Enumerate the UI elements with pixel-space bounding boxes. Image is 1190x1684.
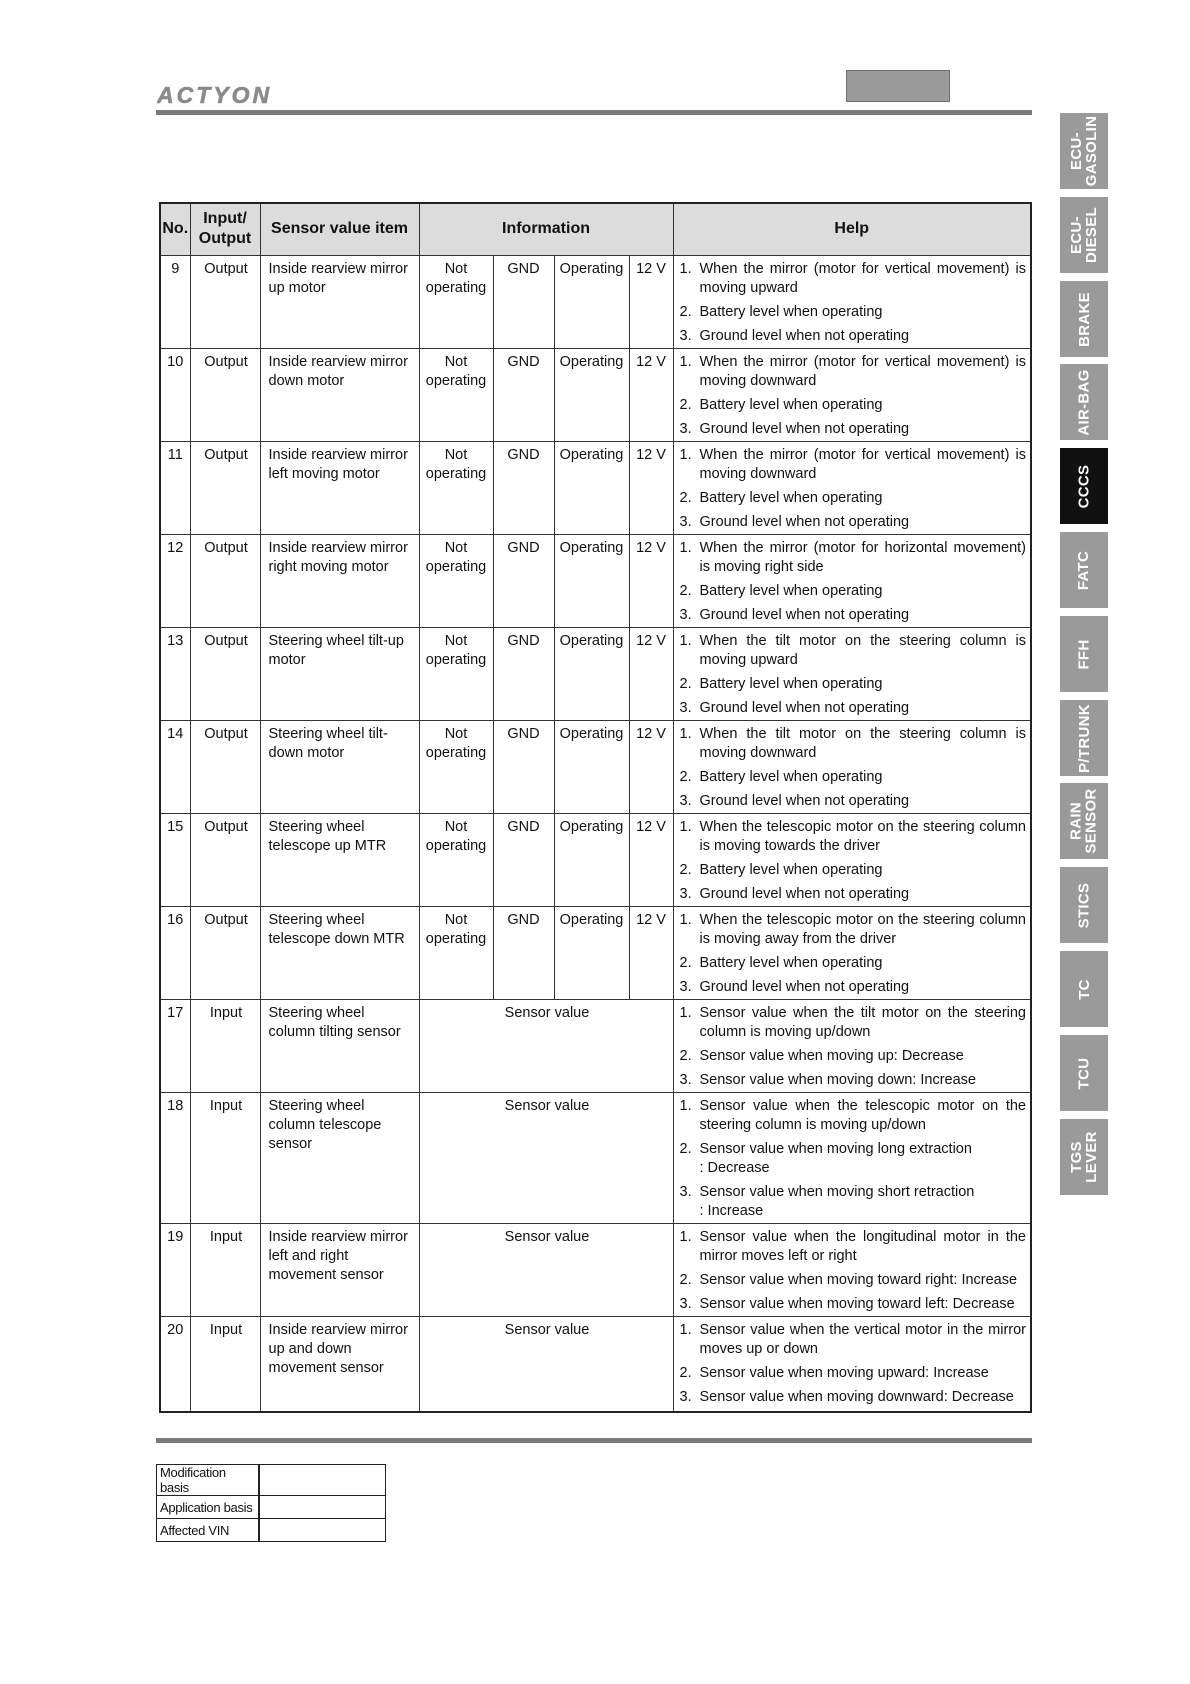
table-row: [160, 348, 1031, 441]
help-item-text: Ground level when not operating: [699, 978, 910, 995]
revision-row: [157, 1465, 386, 1496]
help-item-text: Sensor value when moving upward: Increase: [699, 1364, 989, 1381]
help-item: [680, 353, 1027, 391]
help-item-number: 2.: [679, 396, 692, 413]
row-input-output: Input: [190, 1223, 260, 1316]
row-input-output: Output: [190, 627, 260, 720]
help-list: [680, 911, 1027, 997]
help-item-text: Ground level when not operating: [699, 792, 910, 809]
help-item-number: 1.: [679, 1321, 692, 1338]
revision-row: [157, 1496, 386, 1519]
help-item: [680, 1004, 1027, 1042]
help-item-text: Ground level when not operating: [699, 606, 910, 623]
info-level-on: 12 V: [629, 627, 673, 720]
help-item-number: 3.: [679, 513, 692, 530]
help-item-number: 3.: [679, 699, 692, 716]
row-number: 16: [160, 906, 190, 999]
row-number: 17: [160, 999, 190, 1092]
tab-p-trunk[interactable]: [1060, 700, 1108, 776]
info-state-off: Not operating: [419, 441, 493, 534]
help-item: [680, 327, 1027, 346]
info-state-off: Not operating: [419, 906, 493, 999]
help-list: [680, 1228, 1027, 1314]
row-input-output: Input: [190, 1316, 260, 1412]
help-item-text: Sensor value when the vertical motor in the mirror moves up or down: [699, 1321, 1026, 1357]
help-item-number: 2.: [679, 1140, 692, 1157]
help-item: [680, 446, 1027, 484]
row-sensor-item: Inside rearview mirror down motor: [260, 348, 419, 441]
help-item-text: When the tilt motor on the steering column is moving downward: [699, 725, 1026, 761]
header-help: Help: [673, 203, 1031, 255]
table-row: [160, 1223, 1031, 1316]
info-level-on: 12 V: [629, 441, 673, 534]
row-sensor-item: Inside rearview mirror left moving motor: [260, 441, 419, 534]
row-help: [673, 627, 1031, 720]
tab-label: TC: [1075, 978, 1093, 1000]
row-input-output: Input: [190, 1092, 260, 1223]
table-row: [160, 1092, 1031, 1223]
row-input-output: Output: [190, 813, 260, 906]
row-number: 12: [160, 534, 190, 627]
header-input-output: Input/ Output: [190, 203, 260, 255]
help-item: [680, 861, 1027, 880]
help-item-number: 1.: [679, 539, 692, 556]
help-item: [680, 303, 1027, 322]
help-item-text: When the mirror (motor for vertical movement) is moving downward: [699, 353, 1026, 389]
info-state-on: Operating: [554, 813, 629, 906]
help-item-number: 2.: [679, 861, 692, 878]
table-row: [160, 255, 1031, 348]
help-item: [680, 768, 1027, 787]
revision-value: [259, 1496, 386, 1519]
tab-label: TGS LEVER: [1068, 1131, 1101, 1183]
help-item-text: Ground level when not operating: [699, 327, 910, 344]
help-item-text: Battery level when operating: [699, 768, 883, 785]
tab-tgs-lever[interactable]: [1060, 1119, 1108, 1195]
tab-label: TCU: [1075, 1057, 1093, 1089]
row-sensor-item: Steering wheel tilt-down motor: [260, 720, 419, 813]
table-row: [160, 999, 1031, 1092]
help-item: [680, 1140, 1027, 1178]
row-help: [673, 534, 1031, 627]
help-item: [680, 818, 1027, 856]
header-rule: [156, 110, 1032, 115]
help-item-number: 1.: [679, 1097, 692, 1114]
info-level-off: GND: [493, 441, 554, 534]
help-item-text: Battery level when operating: [699, 396, 883, 413]
help-item-number: 1.: [679, 353, 692, 370]
help-item: [680, 606, 1027, 625]
help-item-number: 1.: [679, 1004, 692, 1021]
help-item-text: Ground level when not operating: [699, 885, 910, 902]
help-item-number: 3.: [679, 327, 692, 344]
header-no: No.: [160, 203, 190, 255]
revision-label: Affected VIN: [157, 1519, 259, 1542]
tab-label: ECU- GASOLIN: [1068, 115, 1100, 187]
help-item: [680, 911, 1027, 949]
row-sensor-value: Sensor value: [419, 1223, 673, 1316]
help-item-text: When the telescopic motor on the steering column is moving towards the driver: [699, 818, 1026, 854]
info-state-on: Operating: [554, 720, 629, 813]
tab-label: RAIN SENSOR: [1068, 788, 1100, 854]
help-list: [680, 260, 1027, 346]
row-number: 18: [160, 1092, 190, 1223]
help-item: [680, 885, 1027, 904]
info-level-off: GND: [493, 906, 554, 999]
row-number: 9: [160, 255, 190, 348]
info-state-on: Operating: [554, 906, 629, 999]
info-level-off: GND: [493, 627, 554, 720]
row-sensor-item: Inside rearview mirror right moving motor: [260, 534, 419, 627]
help-item-text: Sensor value when moving toward right: Increase: [699, 1271, 1018, 1288]
help-item-number: 2.: [679, 954, 692, 971]
info-state-on: Operating: [554, 627, 629, 720]
help-item-text: Sensor value when moving long extraction : Decrease: [699, 1140, 972, 1176]
tab-stics[interactable]: [1060, 867, 1108, 943]
info-state-off: Not operating: [419, 813, 493, 906]
table-row: [160, 720, 1031, 813]
help-item-text: Battery level when operating: [699, 954, 883, 971]
table-row: [160, 906, 1031, 999]
help-item: [680, 582, 1027, 601]
help-item-text: Sensor value when moving short retraction : Increase: [699, 1183, 975, 1219]
info-state-on: Operating: [554, 534, 629, 627]
tab-brake[interactable]: [1060, 281, 1108, 357]
info-level-on: 12 V: [629, 720, 673, 813]
help-item-number: 3.: [679, 792, 692, 809]
tab-ecu-diesel[interactable]: [1060, 197, 1108, 273]
info-level-on: 12 V: [629, 255, 673, 348]
help-item-number: 1.: [679, 911, 692, 928]
help-item: [680, 725, 1027, 763]
row-sensor-value: Sensor value: [419, 999, 673, 1092]
help-list: [680, 353, 1027, 439]
row-input-output: Output: [190, 441, 260, 534]
tab-label: ECU- DIESEL: [1068, 207, 1101, 263]
help-item-text: Ground level when not operating: [699, 513, 910, 530]
row-sensor-item: Steering wheel telescope up MTR: [260, 813, 419, 906]
tab-label: CCCS: [1075, 464, 1093, 508]
table-row: [160, 1316, 1031, 1412]
help-item-text: Battery level when operating: [699, 489, 883, 506]
help-item-text: Sensor value when moving up: Decrease: [699, 1047, 964, 1064]
help-list: [680, 1321, 1027, 1407]
row-input-output: Output: [190, 720, 260, 813]
info-level-off: GND: [493, 720, 554, 813]
help-item: [680, 675, 1027, 694]
brand-logo-art: [157, 84, 339, 106]
help-item-text: When the mirror (motor for vertical movement) is moving downward: [699, 446, 1026, 482]
help-item-number: 2.: [679, 489, 692, 506]
tab-cccs[interactable]: [1060, 448, 1108, 524]
help-item-number: 2.: [679, 1047, 692, 1064]
info-state-off: Not operating: [419, 255, 493, 348]
info-level-off: GND: [493, 534, 554, 627]
tab-rain-sensor[interactable]: [1060, 783, 1108, 859]
help-item-number: 3.: [679, 978, 692, 995]
help-item-number: 2.: [679, 1364, 692, 1381]
info-state-off: Not operating: [419, 720, 493, 813]
tab-fatc[interactable]: [1060, 532, 1108, 608]
help-list: [680, 632, 1027, 718]
help-item-text: Sensor value when moving down: Increase: [699, 1071, 976, 1088]
help-item-number: 3.: [679, 420, 692, 437]
tab-tc[interactable]: [1060, 951, 1108, 1027]
row-sensor-value: Sensor value: [419, 1092, 673, 1223]
help-item: [680, 1271, 1027, 1290]
help-list: [680, 446, 1027, 532]
header-information: Information: [419, 203, 673, 255]
help-item: [680, 1388, 1027, 1407]
help-item: [680, 513, 1027, 532]
row-number: 13: [160, 627, 190, 720]
help-item-number: 3.: [679, 1183, 692, 1200]
info-state-on: Operating: [554, 441, 629, 534]
help-item: [680, 954, 1027, 973]
help-list: [680, 818, 1027, 904]
help-item: [680, 420, 1027, 439]
help-item-text: Ground level when not operating: [699, 699, 910, 716]
help-list: [680, 1097, 1027, 1221]
footer-rule: [156, 1438, 1032, 1443]
info-level-on: 12 V: [629, 534, 673, 627]
row-sensor-value: Sensor value: [419, 1316, 673, 1412]
revision-value: [259, 1519, 386, 1542]
help-item: [680, 1321, 1027, 1359]
help-item-text: When the telescopic motor on the steering column is moving away from the driver: [699, 911, 1026, 947]
info-level-on: 12 V: [629, 813, 673, 906]
tab-label: P/TRUNK: [1075, 703, 1093, 773]
row-number: 20: [160, 1316, 190, 1412]
table-row: [160, 813, 1031, 906]
help-item-number: 1.: [679, 446, 692, 463]
help-item: [680, 1228, 1027, 1266]
help-item-number: 2.: [679, 303, 692, 320]
help-item-text: Sensor value when the longitudinal motor in the mirror moves left or right: [699, 1228, 1026, 1264]
help-item: [680, 489, 1027, 508]
tab-label: STICS: [1075, 882, 1093, 928]
row-sensor-item: Inside rearview mirror up motor: [260, 255, 419, 348]
row-number: 11: [160, 441, 190, 534]
tab-tcu[interactable]: [1060, 1035, 1108, 1111]
help-item-text: Battery level when operating: [699, 582, 883, 599]
sensor-value-table: [159, 202, 1032, 1413]
row-number: 15: [160, 813, 190, 906]
tab-label: AIR-BAG: [1075, 368, 1093, 436]
help-item-number: 1.: [679, 260, 692, 277]
info-state-off: Not operating: [419, 348, 493, 441]
row-input-output: Output: [190, 348, 260, 441]
row-sensor-item: Inside rearview mirror up and down movement sensor: [260, 1316, 419, 1412]
info-state-off: Not operating: [419, 627, 493, 720]
info-state-on: Operating: [554, 348, 629, 441]
help-item: [680, 1097, 1027, 1135]
help-item-text: When the mirror (motor for horizontal movement) is moving right side: [699, 539, 1026, 575]
help-item-number: 1.: [679, 725, 692, 742]
help-list: [680, 1004, 1027, 1090]
row-help: [673, 999, 1031, 1092]
help-item: [680, 632, 1027, 670]
row-help: [673, 255, 1031, 348]
row-number: 19: [160, 1223, 190, 1316]
help-item-text: Sensor value when the tilt motor on the steering column is moving up/down: [699, 1004, 1026, 1040]
help-item-text: Ground level when not operating: [699, 420, 910, 437]
table-header-row: [160, 203, 1031, 255]
help-item-text: Battery level when operating: [699, 303, 883, 320]
help-item-text: Sensor value when moving downward: Decrease: [699, 1388, 1014, 1405]
help-item-number: 3.: [679, 1295, 692, 1312]
help-item: [680, 539, 1027, 577]
brand-name: ACTYON: [157, 84, 273, 106]
row-sensor-item: Steering wheel column telescope sensor: [260, 1092, 419, 1223]
info-level-on: 12 V: [629, 348, 673, 441]
help-item: [680, 699, 1027, 718]
help-list: [680, 725, 1027, 811]
row-number: 10: [160, 348, 190, 441]
row-help: [673, 348, 1031, 441]
info-level-on: 12 V: [629, 906, 673, 999]
help-item-text: When the tilt motor on the steering column is moving upward: [699, 632, 1026, 668]
row-sensor-item: Steering wheel tilt-up motor: [260, 627, 419, 720]
info-level-off: GND: [493, 255, 554, 348]
help-item-text: Battery level when operating: [699, 675, 883, 692]
row-help: [673, 1092, 1031, 1223]
brand-logo: [157, 84, 339, 106]
row-help: [673, 441, 1031, 534]
row-sensor-item: Steering wheel column tilting sensor: [260, 999, 419, 1092]
help-item: [680, 978, 1027, 997]
help-item: [680, 792, 1027, 811]
tab-air-bag[interactable]: [1060, 364, 1108, 440]
row-sensor-item: Steering wheel telescope down MTR: [260, 906, 419, 999]
revision-label: Modification basis: [157, 1465, 259, 1496]
table-row: [160, 627, 1031, 720]
info-level-off: GND: [493, 813, 554, 906]
help-item-text: Sensor value when the telescopic motor on the steering column is moving up/down: [699, 1097, 1026, 1133]
help-item-number: 2.: [679, 768, 692, 785]
help-item: [680, 260, 1027, 298]
header-sensor-value-item: Sensor value item: [260, 203, 419, 255]
help-item: [680, 1295, 1027, 1314]
table-row: [160, 441, 1031, 534]
help-item-number: 3.: [679, 1388, 692, 1405]
help-item-number: 1.: [679, 818, 692, 835]
revision-value: [259, 1465, 386, 1496]
help-item-text: Battery level when operating: [699, 861, 883, 878]
revision-label: Application basis: [157, 1496, 259, 1519]
row-help: [673, 1316, 1031, 1412]
help-item-text: Sensor value when moving toward left: Decrease: [699, 1295, 1015, 1312]
tab-ecu-gasolin[interactable]: [1060, 113, 1108, 189]
help-item-number: 3.: [679, 1071, 692, 1088]
tab-ffh[interactable]: [1060, 616, 1108, 692]
help-item-number: 1.: [679, 1228, 692, 1245]
help-item-number: 3.: [679, 885, 692, 902]
row-input-output: Output: [190, 255, 260, 348]
row-input-output: Input: [190, 999, 260, 1092]
help-item: [680, 1071, 1027, 1090]
help-item-number: 2.: [679, 582, 692, 599]
info-state-on: Operating: [554, 255, 629, 348]
tab-label: FATC: [1075, 550, 1093, 590]
help-item-number: 1.: [679, 632, 692, 649]
help-item: [680, 1364, 1027, 1383]
header-section-box: [846, 70, 950, 102]
help-list: [680, 539, 1027, 625]
row-help: [673, 813, 1031, 906]
help-item-number: 2.: [679, 1271, 692, 1288]
info-level-off: GND: [493, 348, 554, 441]
tab-label: BRAKE: [1075, 291, 1093, 347]
help-item: [680, 396, 1027, 415]
table-row: [160, 534, 1031, 627]
row-input-output: Output: [190, 534, 260, 627]
row-input-output: Output: [190, 906, 260, 999]
tab-label: FFH: [1075, 638, 1093, 670]
row-help: [673, 906, 1031, 999]
row-help: [673, 720, 1031, 813]
help-item: [680, 1047, 1027, 1066]
help-item: [680, 1183, 1027, 1221]
row-number: 14: [160, 720, 190, 813]
help-item-number: 3.: [679, 606, 692, 623]
row-help: [673, 1223, 1031, 1316]
help-item-text: When the mirror (motor for vertical movement) is moving upward: [699, 260, 1026, 296]
revision-row: [157, 1519, 386, 1542]
row-sensor-item: Inside rearview mirror left and right movement sensor: [260, 1223, 419, 1316]
revision-table: [156, 1464, 386, 1542]
info-state-off: Not operating: [419, 534, 493, 627]
help-item-number: 2.: [679, 675, 692, 692]
